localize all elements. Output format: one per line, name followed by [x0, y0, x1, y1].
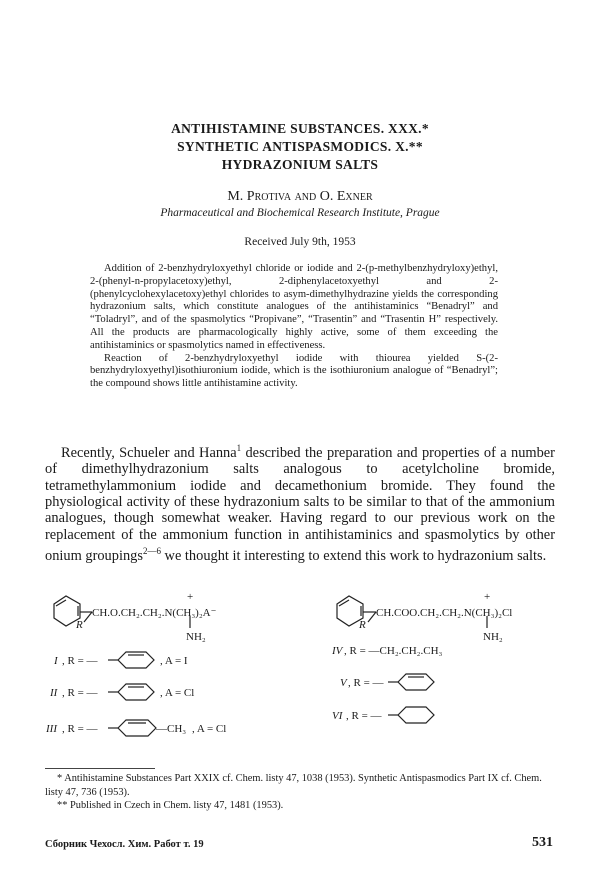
page-number: 531: [532, 835, 553, 850]
title-line-2: SYNTHETIC ANTISPASMODICS. X.**: [177, 139, 423, 154]
compound-II-numeral: II: [50, 687, 58, 699]
body-paragraph: [45, 440, 555, 564]
compound-VI-numeral: VI: [332, 710, 343, 722]
footnotes: [45, 772, 555, 813]
compound-IV-r: , R = —CH₂.CH₂.CH₃: [344, 645, 443, 657]
ref-2-6: 2—6: [142, 546, 161, 557]
compound-III-r: , R = —: [62, 723, 98, 735]
journal-footer: Сборник Чехосл. Хим. Работ т. 19: [45, 839, 204, 850]
right-formula: CH.COO.CH₂.CH₂.N(CH₃)₂Cl: [376, 607, 513, 619]
compound-V-r: , R = —: [348, 677, 384, 689]
left-r-label: R: [76, 619, 83, 631]
received-date: Received July 9th, 1953: [244, 236, 356, 248]
right-plus: +: [484, 591, 491, 603]
compound-IV-numeral: IV: [332, 645, 343, 657]
body-text: [45, 440, 555, 564]
right-r-label: R: [359, 619, 366, 631]
right-nh2: NH₂: [483, 631, 503, 643]
compound-II-a: , A = Cl: [160, 687, 195, 699]
left-nh2: NH₂: [186, 631, 206, 643]
left-formula: CH.O.CH₂.CH₂.N(CH₃)₂A⁻: [92, 607, 217, 619]
compound-I-numeral: I: [54, 655, 58, 667]
footnote-rule: [45, 768, 155, 769]
abstract-paragraph-1: Addition of 2-benzhydryloxyethyl chloride or iodide and 2-(p-methylbenzhydryloxy)ethyl, 2-(phenyl-n-propylacetoxy)ethyl, 2-diphenylacetoxyethyl and 2-(phenylcyclohexylacetoxy)ethyl chlorides to asym-dimethylhydrazine yields the corresponding hydrazonium salts, which constitute analogues of the antihistaminics “Benadryl” and “Toladryl”, and of the spasmolytics “Propivane”, “Trasentin” and “Trasentin H” respectively. All the products are pharmacologically highly active, some of them exceeding the antihistaminics or spasmolytics named in effectiveness.: [90, 263, 498, 351]
compound-I-a: , A = I: [160, 655, 188, 667]
compound-V-numeral: V: [340, 677, 347, 689]
cyclohexyl-ring-VI: [398, 707, 434, 723]
compound-III-methyl: —CH₃: [156, 723, 187, 735]
authors: M. Protiva and O. Exner: [227, 189, 373, 204]
compound-I-r: , R = —: [62, 655, 98, 667]
compound-VI-r: , R = —: [346, 710, 382, 722]
title-line-3: HYDRAZONIUM SALTS: [221, 157, 379, 172]
left-plus: +: [187, 591, 194, 603]
body-text-1: Recently, Schueler and Hanna: [61, 444, 237, 461]
compound-III-a: , A = Cl: [192, 723, 227, 735]
compound-II-r: , R = —: [62, 687, 98, 699]
abstract: [90, 263, 498, 391]
body-text-3: we thought it interesting to extend this work to hydrazonium salts.: [160, 548, 547, 565]
ref-1: 1: [236, 443, 242, 453]
footnote-1: * Antihistamine Substances Part XXIX cf. Chem. listy 47, 1038 (1953). Synthetic Antispasmodics Part IX cf. Chem. listy 47, 736 (1953).: [45, 773, 542, 798]
body-text-2: described the preparation and properties of a number of dimethylhydrazonium salts analogous to acetylcholine bromide, tetramethylammonium iodide and decamethonium bromide. They found the physiological activity of these hydrazonium salts to be similar to that of the ammonium analogues, though somewhat weaker. Having regard to our previous work on the replacement of the ammonium function in antihistaminics and spasmolytics by other onium groupings: [45, 444, 555, 565]
title-line-1: ANTIHISTAMINE SUBSTANCES. XXX.*: [171, 121, 429, 136]
footnote-2: ** Published in Czech in Chem. listy 47, 1481 (1953).: [57, 800, 284, 812]
abstract-paragraph-2: Reaction of 2-benzhydryloxyethyl iodide with thiourea yielded S-(2-benzhydryloxyethyl)isothiuronium iodide, which is the isothiuronium analogue of “Benadryl”; the compound shows little antihistamine activity.: [90, 352, 498, 390]
affiliation: Pharmaceutical and Biochemical Research Institute, Prague: [160, 207, 440, 219]
compound-III-numeral: III: [46, 723, 57, 735]
structures-diagram: [40, 588, 560, 758]
